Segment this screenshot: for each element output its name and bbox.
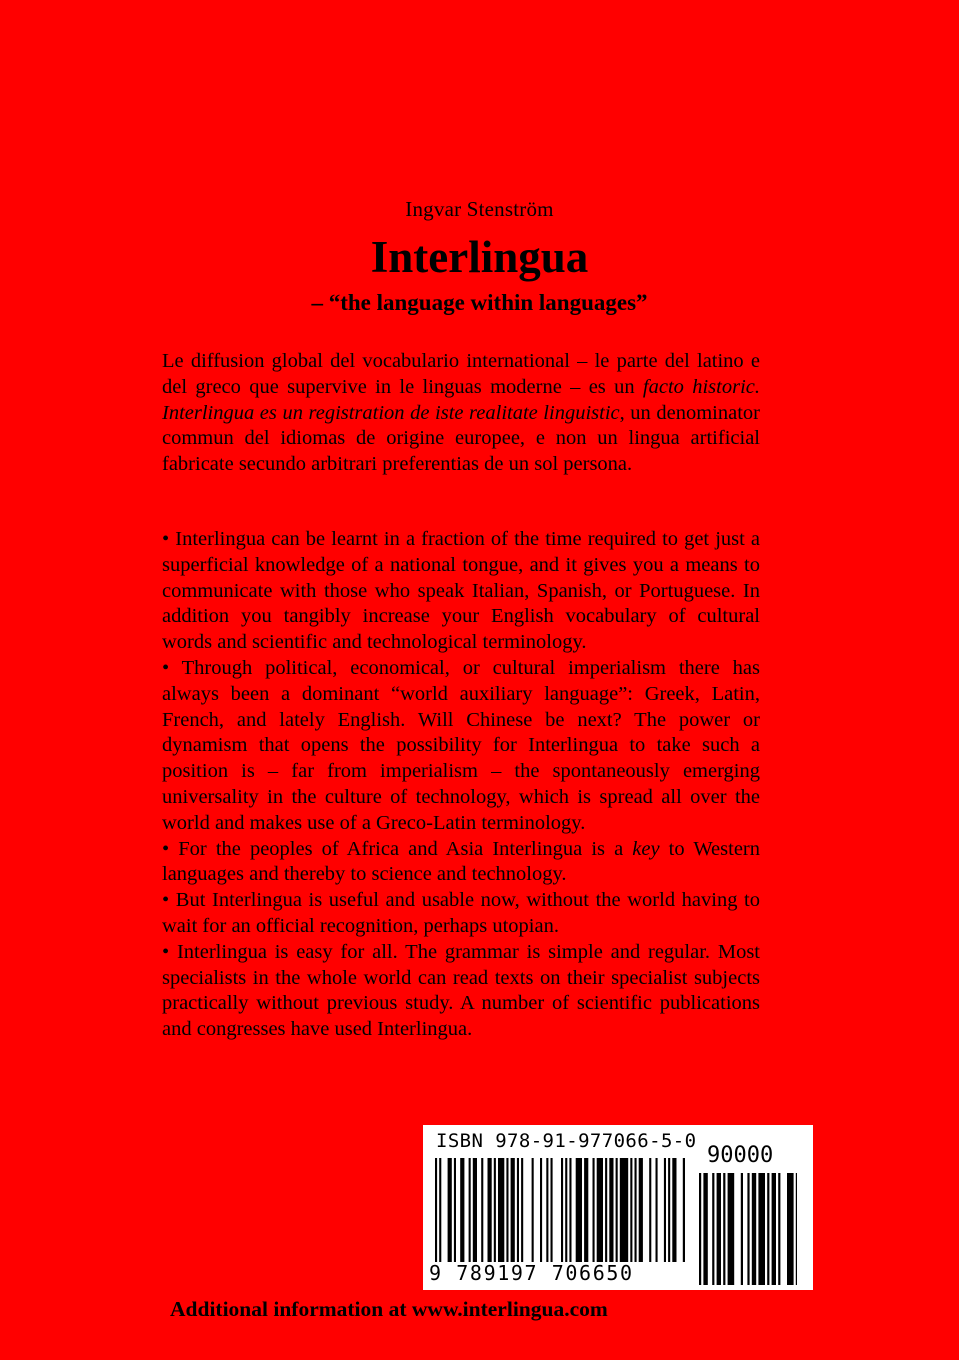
barcode-bar [540,1158,542,1262]
barcode-bar [656,1158,658,1262]
barcode-bar [778,1173,780,1285]
barcode-bar [605,1158,607,1262]
barcode-bar [454,1158,456,1262]
barcode-bar [569,1158,571,1262]
barcode-bar [532,1158,534,1262]
barcode-bar [561,1158,563,1262]
bullet-list [162,527,760,1043]
author-name: Ingvar Stenström [405,197,554,221]
barcode-bar [796,1173,797,1285]
bullet-item: • But Interlingua is useful and usable now, without the world having to wait for an official recognition, perhaps utopian. [162,889,760,937]
barcode-bar [723,1173,725,1285]
barcode-bar [664,1158,666,1262]
barcode-bar [616,1158,618,1262]
barcode-bar [481,1158,483,1262]
barcode-bar [488,1158,492,1262]
barcode-bar [703,1173,707,1285]
barcode-bar [565,1158,567,1262]
barcode-bar [439,1158,441,1262]
price-code: 90000 [707,1143,774,1168]
barcode-bar [551,1158,553,1262]
barcode-bar [448,1158,452,1262]
addon-bars [699,1173,797,1285]
barcode-bar [435,1158,437,1262]
barcode-bar [758,1173,765,1285]
barcode-bar [668,1158,670,1262]
intro-italic: facto historic. Interlingua es un registration de iste realitate linguistic [162,375,760,424]
bullet-text: to Western languages and thereby to science and technology. [162,837,760,886]
barcode-bar [620,1158,628,1262]
bullet-item: • Through political, economical, or cultural imperialism there has always been a dominant “world auxiliary language”: Greek, Latin, French, and lately English. Will Chinese be next? The power or dynamism that opens the possibility for Interlingua to take such a position is – far from imperialism – the spontaneously emerging universality in the culture of technology, which is spread all over the world and makes use of a Greco-Latin terminology. [162,656,760,834]
footer-info: Additional information at www.interlingua.com [170,1297,608,1321]
barcode-bar [728,1173,735,1285]
barcode-bar [683,1158,685,1262]
barcode-bar [772,1173,776,1285]
barcode-bar [639,1158,643,1262]
barcode-bar [593,1158,595,1262]
barcode-bar [630,1158,632,1262]
book-subtitle: – “the language within languages” [311,290,648,315]
bullet-item: • Interlingua is easy for all. The grammar is simple and regular. Most specialists in the whole world can read texts on their specialist subjects practically without previous study. A number of scientific publications and congresses have used Interlingua. [162,940,760,1041]
intro-paragraph [162,349,760,478]
barcode-digits: 9 789197 706650 [429,1261,634,1285]
barcode-bar [597,1158,603,1262]
book-title: Interlingua [370,232,589,282]
barcode-bar [546,1158,548,1262]
barcode-bar [717,1173,721,1285]
barcode-bar [699,1173,701,1285]
barcode-bar [649,1158,651,1262]
barcode-bar [460,1158,464,1262]
bullet-item: • Interlingua can be learnt in a fraction of the time required to get just a superficial knowledge of a national tongue, and it gives you a means to communicate with those who speak Italian, Spanish, or Portuguese. In addition you tangibly increase your English vocabulary of cultural words and scientific and technological terminology. [162,528,760,654]
barcode-bar [672,1158,676,1262]
barcode-bar [494,1158,496,1262]
barcode-bar [469,1158,471,1262]
barcode-bar [521,1158,523,1262]
bullet-italic: key [632,837,660,860]
barcode-bar [584,1158,588,1262]
barcode-bar [498,1158,504,1262]
barcode-bar [635,1158,637,1262]
barcode-bar [473,1158,477,1262]
barcode-bar [609,1158,613,1262]
intro-text-1: Le diffusion global del vocabulario international – le parte del latino e del greco que supervive in le linguas moderne – es un [162,350,760,398]
ean-bars [435,1158,685,1262]
bullet-item [162,837,760,889]
barcode-bar [576,1158,582,1262]
bullet-text: • For the peoples of Africa and Asia Interlingua is a [162,837,633,860]
barcode-bar [511,1158,515,1262]
barcode-bar [741,1173,743,1285]
barcode-bar [767,1173,769,1285]
intro-text-2: , un denominator commun del idiomas de origine europee, e non un lingua artificial fabricate secundo arbitrari preferentias de un sol persona. [162,401,760,476]
barcode-bar [517,1158,519,1262]
isbn-barcode [423,1125,813,1290]
barcode-bar [747,1173,749,1285]
barcode-bar [506,1158,508,1262]
barcode-bar [712,1173,714,1285]
barcode-bar [752,1173,756,1285]
barcode-bar [787,1173,794,1285]
isbn-label: ISBN 978-91-977066-5-0 [436,1130,697,1152]
